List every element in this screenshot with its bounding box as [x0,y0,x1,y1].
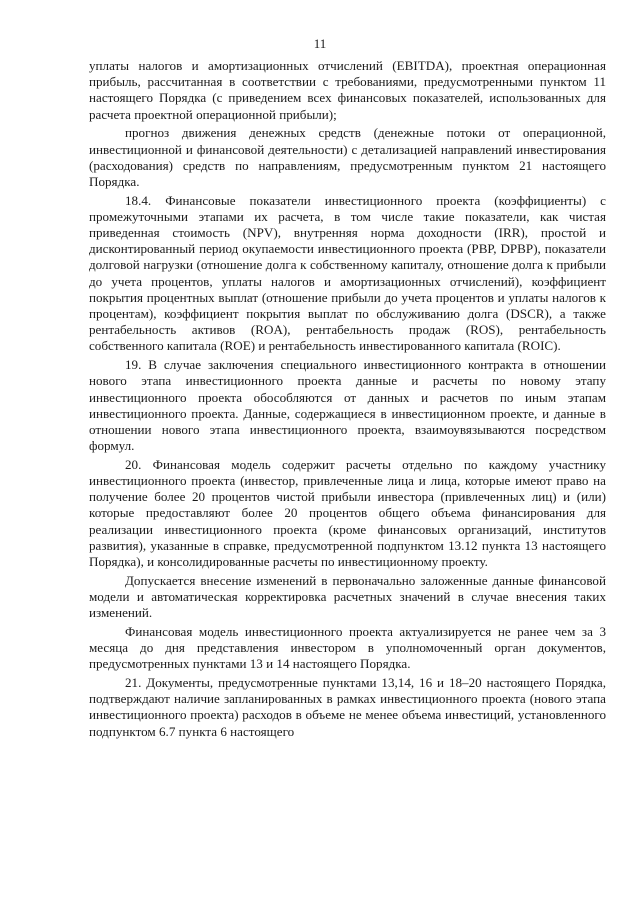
paragraph-18-4: 18.4. Финансовые показатели инвестиционного проекта (коэффициенты) с промежуточными этапами их расчета, в том числе такие показатели, как чистая приведенная стоимость (NPV), внутренняя норма доходности (IRR), простой и дисконтированный период окупаемости инвестиционного проекта (PBP, DPBP), показатели долговой нагрузки (отношение долга к собственному капиталу, отношение долга к прибыли до учета процентов, уплаты налогов и амортизационных отчислений), коэффициент покрытия процентных выплат (отношение прибыли до учета процентов и уплаты налогов к процентам), коэффициент покрытия выплат по обслуживанию долга (DSCR), а также рентабельность активов (ROA), рентабельность продаж (ROS), рентабельность собственного капитала (ROE) и рентабельность инвестированного капитала (ROIC). [89,192,606,354]
paragraph-model-update: Финансовая модель инвестиционного проекта актуализируется не ранее чем за 3 месяца до дня представления инвестором в уполномоченный орган документов, предусмотренных пунктами 13 и 14 настоящего Порядка. [89,623,606,672]
page-body [89,58,606,740]
paragraph-19: 19. В случае заключения специального инвестиционного контракта в отношении нового этапа инвестиционного проекта данные и расчеты по новому этапу инвестиционного проекта обособляются от данных и расчетов по иным этапам инвестиционного проекта. Данные, содержащиеся в инвестиционном проекте, и данные в отношении нового этапа инвестиционного проекта, взаимоувязываются посредством формул. [89,357,606,454]
page-number: 11 [313,36,327,51]
paragraph-ebitda-continuation: уплаты налогов и амортизационных отчислений (EBITDA), проектная операционная прибыль, рассчитанная в соответствии с требованиями, предусмотренными пунктом 11 настоящего Порядка (с приведением всех финансовых показателей, использованных для расчета проектной операционной прибыли); [89,58,606,122]
paragraph-cash-flow-forecast: прогноз движения денежных средств (денежные потоки от операционной, инвестиционной и финансовой деятельности) с детализацией направлений инвестирования (расходования) средств по направлениям, предусмотренным пунктом 21 настоящего Порядка. [89,125,606,189]
paragraph-20: 20. Финансовая модель содержит расчеты отдельно по каждому участнику инвестиционного проекта (инвестор, привлеченные лица и лица, которые имеют право на получение более 20 процентов чистой прибыли инвестора (привлеченных лиц) и (или) которые предоставляют более 20 процентов общего объема финансирования для реализации инвестиционного проекта (кроме финансовых организаций, институтов развития), указанные в справке, предусмотренной подпунктом 13.12 пункта 13 настоящего Порядка), и консолидированные расчеты по инвестиционному проекту. [89,456,606,570]
paragraph-changes-allowed: Допускается внесение изменений в первоначально заложенные данные финансовой модели и автоматическая корректировка расчетных значений в случае внесения таких изменений. [89,572,606,621]
paragraph-21: 21. Документы, предусмотренные пунктами 13,14, 16 и 18–20 настоящего Порядка, подтверждают наличие запланированных в рамках инвестиционного проекта (нового этапа инвестиционного проекта) расходов в объеме не менее объема инвестиций, установленного подпунктом 6.7 пункта 6 настоящего [89,675,606,739]
